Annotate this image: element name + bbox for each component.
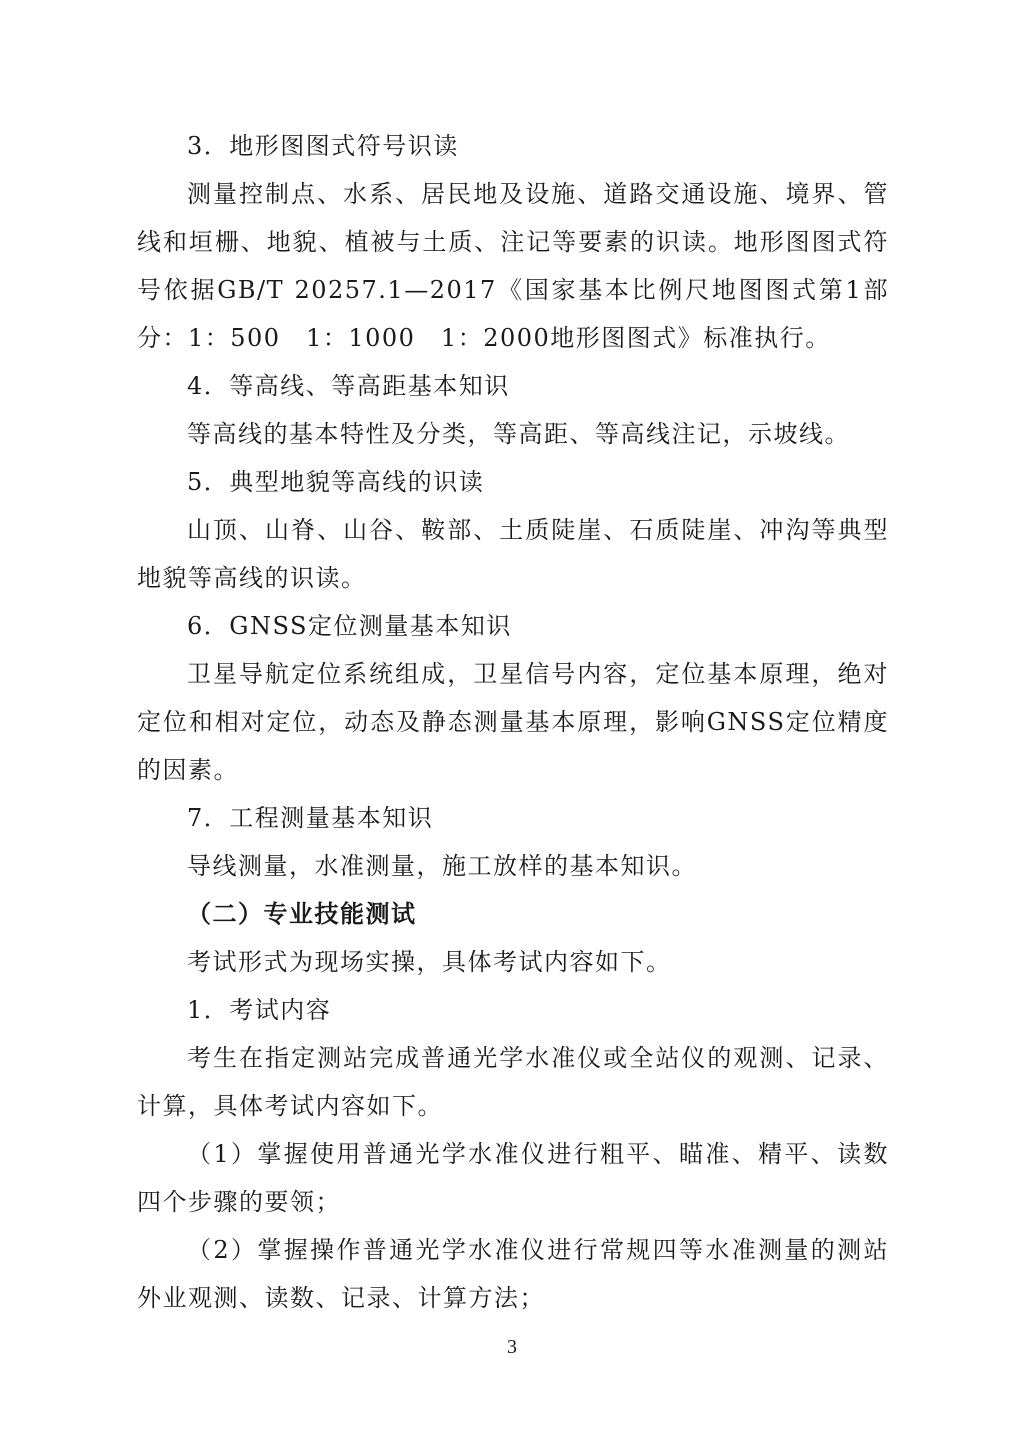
heading-map-symbols: 3．地形图图式符号识读 [187,132,459,160]
section-heading-skills-test: （二）专业技能测试 [187,899,417,928]
paragraph-map-symbols: 测量控制点、水系、居民地及设施、道路交通设施、境界、管线和垣栅、地貌、植被与土质、注记等要素的识读。地形图图式符号依据GB/T 20257.1—2017《国家基本比例尺地图图式第1部分：1：500 1：1000 1：2000地形图图式》标准执行。 [137,180,889,352]
document-body [137,122,889,1322]
heading-gnss: 6．GNSS定位测量基本知识 [187,612,512,640]
heading-landform-contours: 5．典型地貌等高线的识读 [187,468,485,496]
list-item-level-steps: （1）掌握使用普通光学水准仪进行粗平、瞄准、精平、读数四个步骤的要领； [137,1140,889,1216]
paragraph-gnss: 卫星导航定位系统组成，卫星信号内容，定位基本原理，绝对定位和相对定位，动态及静态测量基本原理，影响GNSS定位精度的因素。 [137,660,889,784]
paragraph-test-format: 考试形式为现场实操，具体考试内容如下。 [187,948,672,976]
page-number: 3 [507,1336,517,1358]
list-item-fourth-order-leveling: （2）掌握操作普通光学水准仪进行常规四等水准测量的测站外业观测、读数、记录、计算方法； [137,1236,889,1312]
heading-engineering-survey: 7．工程测量基本知识 [187,804,434,832]
paragraph-contour-basics: 等高线的基本特性及分类，等高距、等高线注记，示坡线。 [187,420,850,448]
paragraph-landform-contours: 山顶、山脊、山谷、鞍部、土质陡崖、石质陡崖、冲沟等典型地貌等高线的识读。 [137,516,889,592]
heading-contour-basics: 4．等高线、等高距基本知识 [187,372,510,400]
paragraph-engineering-survey: 导线测量，水准测量，施工放样的基本知识。 [187,852,697,880]
paragraph-test-content: 考生在指定测站完成普通光学水准仪或全站仪的观测、记录、计算，具体考试内容如下。 [137,1044,889,1120]
heading-test-content: 1．考试内容 [187,996,332,1024]
